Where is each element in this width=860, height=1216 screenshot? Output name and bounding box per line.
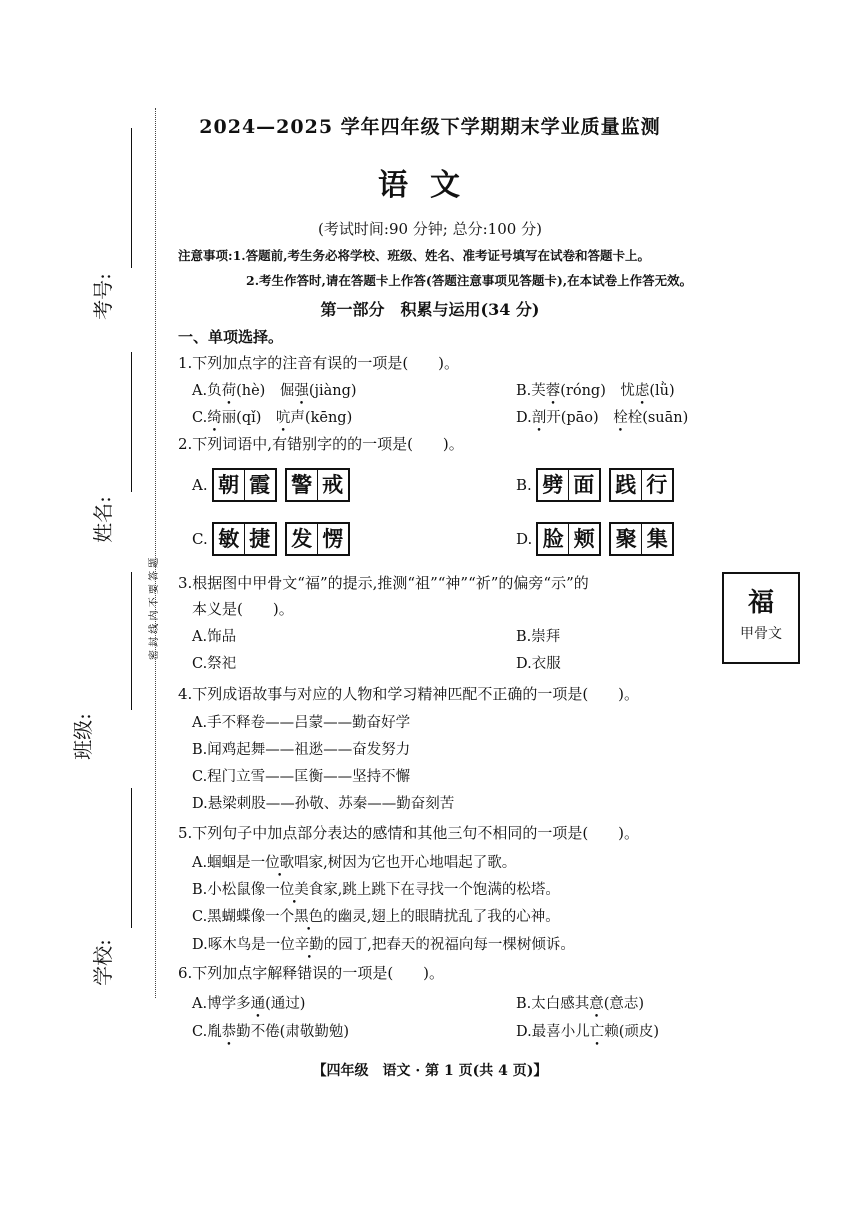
q4-option-c: C.程门立雪——匡衡——坚持不懈 xyxy=(192,769,411,785)
q2-option-c: C. 敏 捷 发 愣 xyxy=(192,522,358,556)
q6-option-c: C.胤恭勤不倦(肃敬勤勉) xyxy=(192,1024,350,1040)
q4-option-b: B.闻鸡起舞——祖逖——奋发努力 xyxy=(192,742,411,758)
q3-stem-2: 本义是( )。 xyxy=(192,600,294,618)
subject-title: 语文 xyxy=(378,168,482,203)
q1-option-a: A.负荷(hè) 倔强(jiàng) xyxy=(192,383,357,399)
q2-a-word2: 警 戒 xyxy=(285,468,350,502)
school-label: 学校: xyxy=(90,939,115,986)
notice-1: 注意事项:1.答题前,考生务必将学校、班级、姓名、准考证号填写在试卷和答题卡上。 xyxy=(178,248,651,263)
part1-title: 第一部分 积累与运用(34 分) xyxy=(320,300,540,319)
oracle-bone-figure xyxy=(722,572,800,664)
notice-2: 2.考生作答时,请在答题卡上作答(答题注意事项见答题卡),在本试卷上作答无效。 xyxy=(246,273,693,288)
q5-option-b: B.小松鼠像一位美食家 •,跳上跳下在寻找一个饱满的松塔。 xyxy=(192,878,560,899)
seal-text: 密 封 线 内 不 要 答 题 xyxy=(149,557,160,660)
q1-option-b: B.芙蓉(róng) 忧虑(lǜ) xyxy=(516,383,675,399)
q1-stem: 1.下列加点字的注音有误的一项是( )。 xyxy=(178,354,460,372)
q2-a-word1: 朝 霞 xyxy=(212,468,277,502)
q3-option-b: B.崇拜 xyxy=(516,629,561,645)
exam-no-label: 考号: xyxy=(90,273,115,320)
q4-stem: 4.下列成语故事与对应的人物和学习精神匹配不正确的一项是( )。 xyxy=(178,685,640,703)
q2-b-word1: 劈 面 xyxy=(536,468,601,502)
q6-option-d: D.最喜小儿亡赖(顽皮) xyxy=(516,1024,660,1040)
q6-stem: 6.下列加点字解释错误的一项是( )。 xyxy=(178,964,445,982)
q2-d-word2: 聚 集 xyxy=(609,522,674,556)
q5-stem: 5.下列句子中加点部分表达的感情和其他三句不相同的一项是( )。 xyxy=(178,824,640,842)
q2-option-a: A. 朝 霞 警 戒 xyxy=(192,468,358,502)
q2-c-word2: 发 愣 xyxy=(285,522,350,556)
q1-option-d: D.剖开(pāo) 栓栓(suān) xyxy=(516,410,689,426)
q6-option-a: A.博学多通(通过) xyxy=(192,996,306,1012)
class-line xyxy=(131,572,132,710)
oracle-bone-caption: 甲骨文 xyxy=(740,626,782,642)
q3-stem: 3.根据图中甲骨文“福”的提示,推测“祖”“神”“祈”的偏旁“示”的 xyxy=(178,574,589,592)
q3-option-c: C.祭祀 xyxy=(192,656,237,672)
q1-option-c: C.绮丽(qǐ) 吭声(kēng) xyxy=(192,410,353,426)
school-line xyxy=(131,788,132,928)
q3-option-d: D.衣服 xyxy=(516,656,561,672)
class-label: 班级: xyxy=(70,713,95,760)
name-label: 姓名: xyxy=(90,496,115,543)
q5-option-c: C.黑蝴蝶像一个黑色的幽灵 •,翅上的眼睛扰乱了我的心神。 xyxy=(192,905,560,926)
q2-option-b: B. 劈 面 践 行 xyxy=(516,468,682,502)
q5-option-a: A.蝈蝈是一位歌唱家 •,树因为它也开心地唱起了歌。 xyxy=(192,851,516,872)
q3-option-a: A.饰品 xyxy=(192,629,237,645)
exam-info: (考试时间:90 分钟; 总分:100 分) xyxy=(318,220,542,238)
q2-stem: 2.下列词语中,有错别字的的一项是( )。 xyxy=(178,435,464,453)
section-title: 一、单项选择。 xyxy=(178,328,284,346)
q4-option-d: D.悬梁刺股——孙敬、苏秦——勤奋刻苦 xyxy=(192,796,455,812)
seal-dotted-line xyxy=(155,108,156,998)
q4-option-a: A.手不释卷——吕蒙——勤奋好学 xyxy=(192,715,411,731)
exam-title: 2024—2025 学年四年级下学期期末学业质量监测 xyxy=(199,116,661,138)
q2-d-word1: 脸 颊 xyxy=(536,522,601,556)
q5-option-d: D.啄木鸟是一位辛勤的园丁 •,把春天的祝福向每一棵树倾诉。 xyxy=(192,933,575,954)
q2-option-d: D. 脸 颊 聚 集 xyxy=(516,522,682,556)
name-line xyxy=(131,352,132,492)
q2-b-word2: 践 行 xyxy=(609,468,674,502)
oracle-bone-glyph-icon: 福 xyxy=(747,588,774,618)
q6-option-b: B.太白感其意(意志) xyxy=(516,996,645,1012)
q2-c-word1: 敏 捷 xyxy=(212,522,277,556)
page-footer: 【四年级 语文 · 第 1 页(共 4 页)】 xyxy=(312,1063,548,1079)
